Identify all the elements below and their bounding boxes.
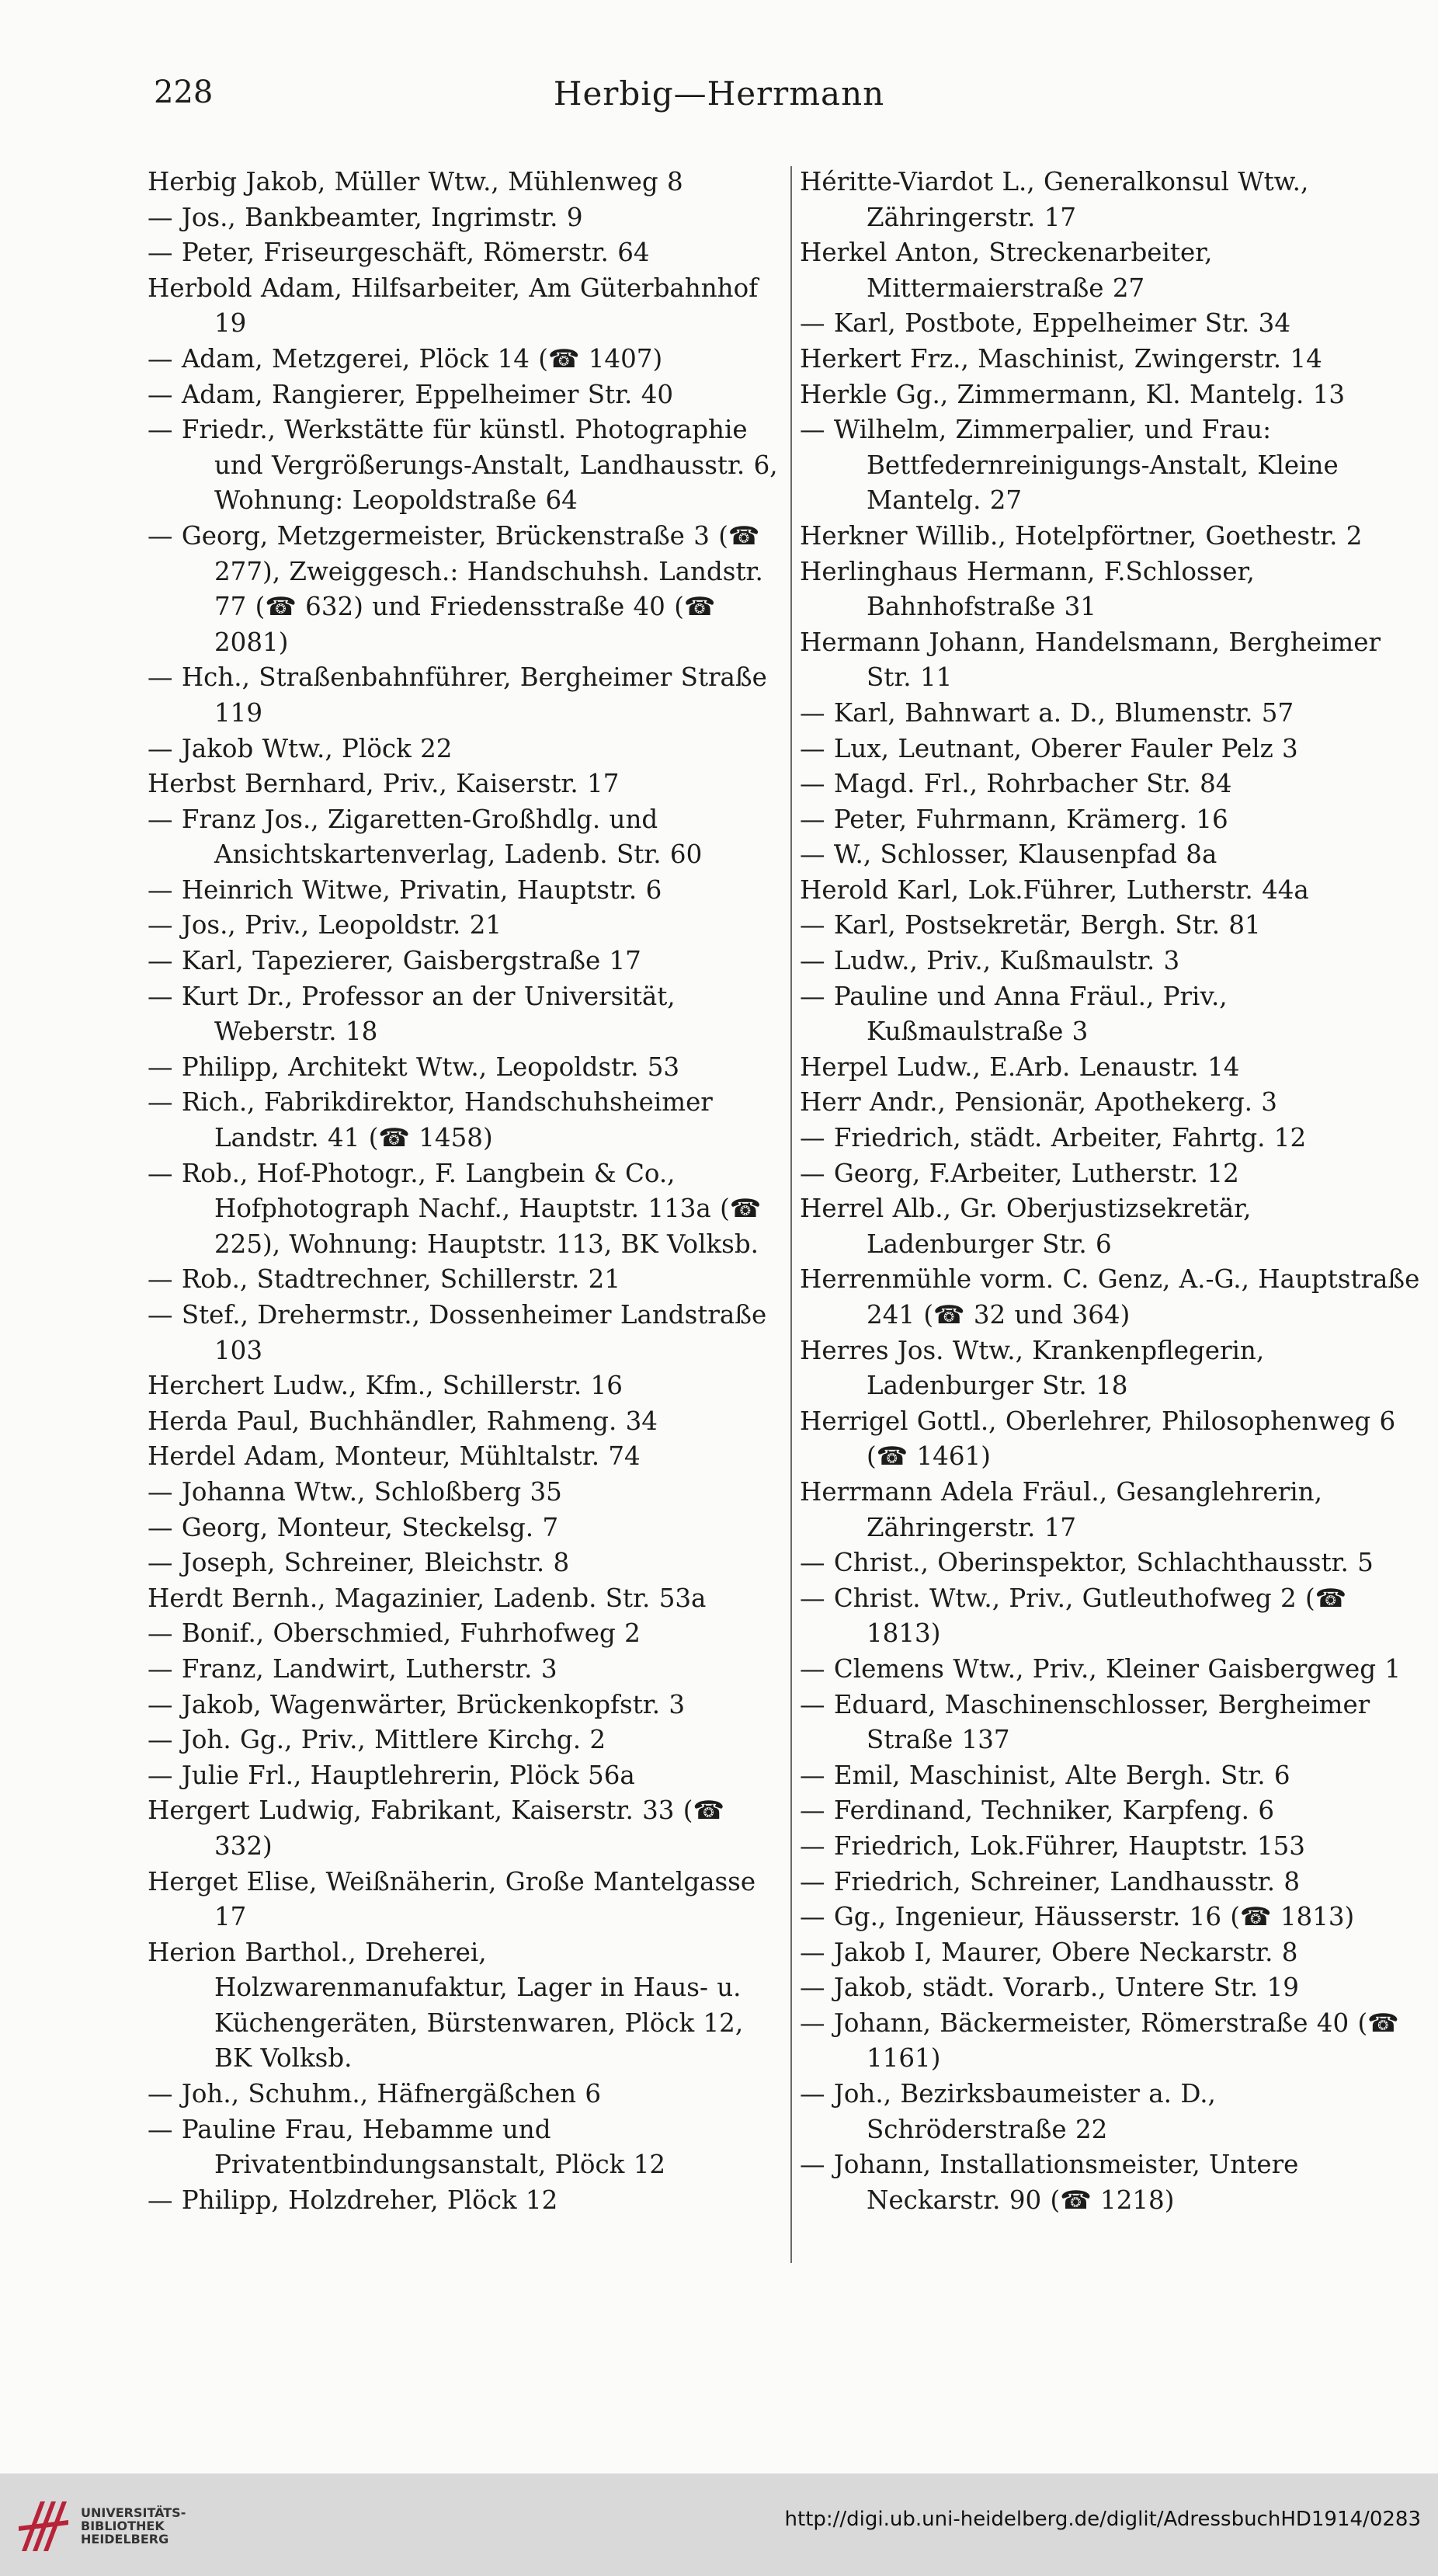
directory-entry: — Peter, Friseurgeschäft, Römerstr. 64 [148, 238, 650, 268]
directory-entry: — Franz Jos., Zigaretten-Großhdlg. und Ansichtskartenverlag, Ladenb. Str. 60 [148, 804, 703, 870]
directory-entry: — Jakob, Wagenwärter, Brückenkopfstr. 3 [148, 1689, 686, 1719]
directory-entry: — Friedrich, Lok.Führer, Hauptstr. 153 [800, 1830, 1305, 1861]
directory-entry: — Christ., Oberinspektor, Schlachthausstr. 5 [800, 1548, 1374, 1578]
directory-entry: — Lux, Leutnant, Oberer Fauler Pelz 3 [800, 733, 1298, 763]
directory-entry: Herkle Gg., Zimmermann, Kl. Mantelg. 13 [800, 379, 1346, 409]
directory-entry: Herrigel Gottl., Oberlehrer, Philosophenweg 6 (☎ 1461) [800, 1406, 1396, 1472]
directory-entry: — Bonif., Oberschmied, Fuhrhofweg 2 [148, 1618, 641, 1649]
directory-entry: — Georg, Metzgermeister, Brückenstraße 3 (☎ 277), Zweiggesch.: Handschuhsh. Landstr. 77 (☎ 632) und Friedensstraße 40 (☎ 2081) [148, 520, 763, 657]
directory-entry: Herdel Adam, Monteur, Mühltalstr. 74 [148, 1441, 641, 1472]
directory-entry: — Philipp, Architekt Wtw., Leopoldstr. 53 [148, 1052, 680, 1082]
directory-entry: — W., Schlosser, Klausenpfad 8a [800, 840, 1217, 870]
directory-entry: Herrmann Adela Fräul., Gesanglehrerin, Zähringerstr. 17 [800, 1476, 1322, 1542]
directory-entry: Herion Barthol., Dreherei, Holzwarenmanufaktur, Lager in Haus- u. Küchengeräten, Bürstenwaren, Plöck 12, BK Volksb. [148, 1937, 744, 2074]
directory-entry: — Wilhelm, Zimmerpalier, und Frau: Bettfedernreinigungs-Anstalt, Kleine Mantelg. 27 [800, 415, 1339, 516]
directory-entry: — Eduard, Maschinenschlosser, Bergheimer Straße 137 [800, 1689, 1370, 1755]
logo-line: UNIVERSITÄTS- [81, 2505, 186, 2520]
directory-entry: Herchert Ludw., Kfm., Schillerstr. 16 [148, 1371, 623, 1401]
directory-entry: Herpel Ludw., E.Arb. Lenaustr. 14 [800, 1052, 1240, 1082]
directory-entry: — Stef., Drehermstr., Dossenheimer Landstraße 103 [148, 1300, 767, 1365]
directory-entry: — Karl, Bahnwart a. D., Blumenstr. 57 [800, 697, 1294, 728]
directory-entry: — Kurt Dr., Professor an der Universität, Weberstr. 18 [148, 981, 676, 1047]
logo-line: HEIDELBERG [81, 2532, 169, 2546]
directory-entry: — Julie Frl., Hauptlehrerin, Plöck 56a [148, 1760, 635, 1790]
directory-entry: — Johanna Wtw., Schloßberg 35 [148, 1476, 562, 1507]
directory-entry: Herold Karl, Lok.Führer, Lutherstr. 44a [800, 874, 1309, 905]
directory-entry: — Joh. Gg., Priv., Mittlere Kirchg. 2 [148, 1725, 606, 1755]
directory-entry: — Karl, Tapezierer, Gaisbergstraße 17 [148, 946, 641, 976]
directory-entry: Herbold Adam, Hilfsarbeiter, Am Güterbahnhof 19 [148, 273, 759, 339]
directory-entry: Hergert Ludwig, Fabrikant, Kaiserstr. 33 (☎ 332) [148, 1796, 724, 1861]
directory-entry: — Jakob I, Maurer, Obere Neckarstr. 8 [800, 1937, 1298, 1967]
directory-entry: Héritte-Viardot L., Generalkonsul Wtw., Zähringerstr. 17 [800, 167, 1309, 232]
directory-entry: Herrenmühle vorm. C. Genz, A.-G., Hauptstraße 241 (☎ 32 und 364) [800, 1264, 1420, 1330]
directory-entry: — Karl, Postbote, Eppelheimer Str. 34 [800, 308, 1291, 339]
directory-entry: Herbig Jakob, Müller Wtw., Mühlenweg 8 [148, 167, 683, 196]
directory-entry: — Adam, Rangierer, Eppelheimer Str. 40 [148, 379, 674, 409]
directory-entry: — Pauline und Anna Fräul., Priv., Kußmaulstraße 3 [800, 981, 1228, 1047]
directory-entry: Hermann Johann, Handelsmann, Bergheimer Str. 11 [800, 627, 1381, 693]
directory-entry: Herda Paul, Buchhändler, Rahmeng. 34 [148, 1406, 658, 1436]
footer-band [0, 2473, 1438, 2576]
page-number: 228 [154, 75, 214, 110]
running-head: Herbig—Herrmann [553, 75, 885, 113]
directory-entry: — Clemens Wtw., Priv., Kleiner Gaisbergweg 1 [800, 1653, 1402, 1684]
directory-entry: — Karl, Postsekretär, Bergh. Str. 81 [800, 910, 1261, 940]
directory-entry: — Gg., Ingenieur, Häusserstr. 16 (☎ 1813) [800, 1902, 1355, 1932]
directory-entry: — Johann, Bäckermeister, Römerstraße 40 (☎ 1161) [800, 2008, 1399, 2074]
directory-entry: Herres Jos. Wtw., Krankenpflegerin, Ladenburger Str. 18 [800, 1335, 1265, 1401]
directory-entry: — Philipp, Holzdreher, Plöck 12 [148, 2185, 558, 2215]
directory-entry: — Emil, Maschinist, Alte Bergh. Str. 6 [800, 1760, 1290, 1790]
directory-entry: — Peter, Fuhrmann, Krämerg. 16 [800, 804, 1228, 834]
directory-entry: — Magd. Frl., Rohrbacher Str. 84 [800, 769, 1232, 799]
directory-entry: — Jos., Bankbeamter, Ingrimstr. 9 [148, 202, 583, 232]
directory-entry: — Heinrich Witwe, Privatin, Hauptstr. 6 [148, 874, 662, 905]
directory-entry: — Hch., Straßenbahnführer, Bergheimer Straße 119 [148, 662, 767, 728]
directory-entry: — Ludw., Priv., Kußmaulstr. 3 [800, 946, 1180, 976]
directory-entry: Herkel Anton, Streckenarbeiter, Mittermaierstraße 27 [800, 238, 1213, 303]
directory-entry: Herrel Alb., Gr. Oberjustizsekretär, Ladenburger Str. 6 [800, 1194, 1252, 1259]
directory-entry: Herkner Willib., Hotelpförtner, Goethestr. 2 [800, 520, 1363, 551]
source-url-link[interactable]: http://digi.ub.uni-heidelberg.de/diglit/AdressbuchHD1914/0283 [784, 2508, 1421, 2531]
directory-entry: — Georg, F.Arbeiter, Lutherstr. 12 [800, 1158, 1239, 1188]
directory-entry: — Jos., Priv., Leopoldstr. 21 [148, 910, 502, 940]
directory-entry: — Friedrich, städt. Arbeiter, Fahrtg. 12 [800, 1123, 1307, 1153]
directory-entry: Herkert Frz., Maschinist, Zwingerstr. 14 [800, 343, 1322, 374]
directory-entry: — Pauline Frau, Hebamme und Privatentbindungsanstalt, Plöck 12 [148, 2114, 666, 2180]
directory-entry: — Johann, Installationsmeister, Untere Neckarstr. 90 (☎ 1218) [800, 2150, 1299, 2215]
directory-entry: — Joseph, Schreiner, Bleichstr. 8 [148, 1548, 570, 1578]
directory-entry: Herbst Bernhard, Priv., Kaiserstr. 17 [148, 769, 620, 799]
directory-entry: Herr Andr., Pensionär, Apothekerg. 3 [800, 1087, 1277, 1118]
university-seal-icon [17, 2497, 71, 2554]
column-rule [790, 166, 792, 2263]
directory-entry: — Joh., Schuhm., Häfnergäßchen 6 [148, 2079, 602, 2109]
directory-entry: — Adam, Metzgerei, Plöck 14 (☎ 1407) [148, 343, 663, 374]
directory-entry: Herget Elise, Weißnäherin, Große Mantelgasse 17 [148, 1866, 756, 1932]
directory-entry: — Franz, Landwirt, Lutherstr. 3 [148, 1653, 557, 1684]
directory-entry: — Rob., Hof-Photogr., F. Langbein & Co., Hofphotograph Nachf., Hauptstr. 113a (☎ 225), Wohnung: Hauptstr. 113, BK Volksb. [148, 1158, 762, 1259]
left-column [148, 165, 780, 2218]
directory-entry: — Friedrich, Schreiner, Landhausstr. 8 [800, 1866, 1301, 1896]
directory-entry: — Rob., Stadtrechner, Schillerstr. 21 [148, 1264, 620, 1295]
directory-entry: — Jakob Wtw., Plöck 22 [148, 733, 453, 763]
directory-entry: Herlinghaus Hermann, F.Schlosser, Bahnhofstraße 31 [800, 556, 1255, 622]
library-logo-text [81, 2506, 186, 2546]
directory-entry: — Ferdinand, Techniker, Karpfeng. 6 [800, 1796, 1275, 1826]
logo-line: BIBLIOTHEK [81, 2519, 165, 2533]
directory-entry: — Jakob, städt. Vorarb., Untere Str. 19 [800, 1973, 1299, 2003]
directory-entry: — Rich., Fabrikdirektor, Handschuhsheimer Landstr. 41 (☎ 1458) [148, 1087, 713, 1153]
directory-entry: — Georg, Monteur, Steckelsg. 7 [148, 1512, 559, 1542]
directory-entry: — Joh., Bezirksbaumeister a. D., Schröderstraße 22 [800, 2079, 1216, 2144]
right-column [800, 165, 1421, 2218]
directory-entry: Herdt Bernh., Magazinier, Ladenb. Str. 53a [148, 1583, 707, 1613]
directory-entry: — Friedr., Werkstätte für künstl. Photographie und Vergrößerungs-Anstalt, Landhausstr. 6, Wohnung: Leopoldstraße 64 [148, 415, 778, 516]
directory-entry: — Christ. Wtw., Priv., Gutleuthofweg 2 (☎ 1813) [800, 1583, 1347, 1649]
